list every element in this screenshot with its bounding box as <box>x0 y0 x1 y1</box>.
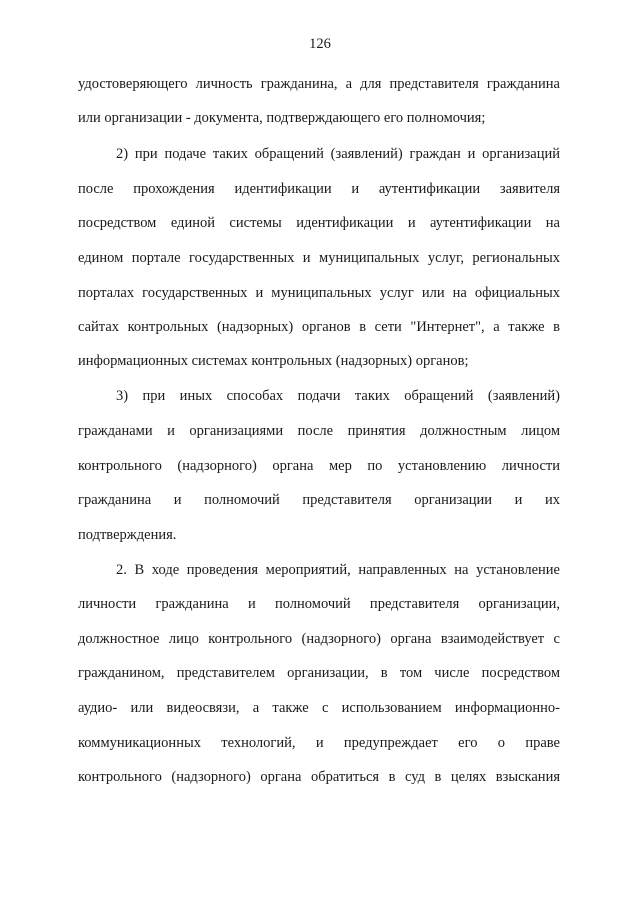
text-line: гражданином, представителем организации, в том числе посредством <box>78 665 560 681</box>
text-line: подтверждения. <box>78 527 177 543</box>
text-line: гражданина и полномочий представителя организации и их <box>78 492 560 508</box>
text-line: контрольного (надзорного) органа мер по установлению личности <box>78 458 560 474</box>
page-number: 126 <box>309 36 331 52</box>
text-line: порталах государственных и муниципальных услуг или на официальных <box>78 285 560 301</box>
text-line: посредством единой системы идентификации и аутентификации на <box>78 215 560 231</box>
text-line: сайтах контрольных (надзорных) органов в сети "Интернет", а также в <box>78 319 560 335</box>
text-line: 3) при иных способах подачи таких обращений (заявлений) <box>116 388 560 404</box>
text-line: едином портале государственных и муниципальных услуг, региональных <box>78 250 560 266</box>
text-line: или организации - документа, подтверждающего его полномочия; <box>78 110 486 126</box>
text-line: после прохождения идентификации и аутентификации заявителя <box>78 181 560 197</box>
text-line: 2. В ходе проведения мероприятий, направленных на установление <box>116 562 560 578</box>
text-line: должностное лицо контрольного (надзорного) органа взаимодействует с <box>78 631 560 647</box>
text-line: гражданами и организациями после принятия должностным лицом <box>78 423 560 439</box>
text-line: удостоверяющего личность гражданина, а для представителя гражданина <box>78 76 560 92</box>
text-line: аудио- или видеосвязи, а также с использованием информационно- <box>78 700 560 716</box>
text-line: личности гражданина и полномочий представителя организации, <box>78 596 560 612</box>
text-line: коммуникационных технологий, и предупреждает его о праве <box>78 735 560 751</box>
text-line: 2) при подаче таких обращений (заявлений) граждан и организаций <box>116 146 560 162</box>
text-line: информационных системах контрольных (надзорных) органов; <box>78 353 469 369</box>
text-line: контрольного (надзорного) органа обратиться в суд в целях взыскания <box>78 769 560 785</box>
